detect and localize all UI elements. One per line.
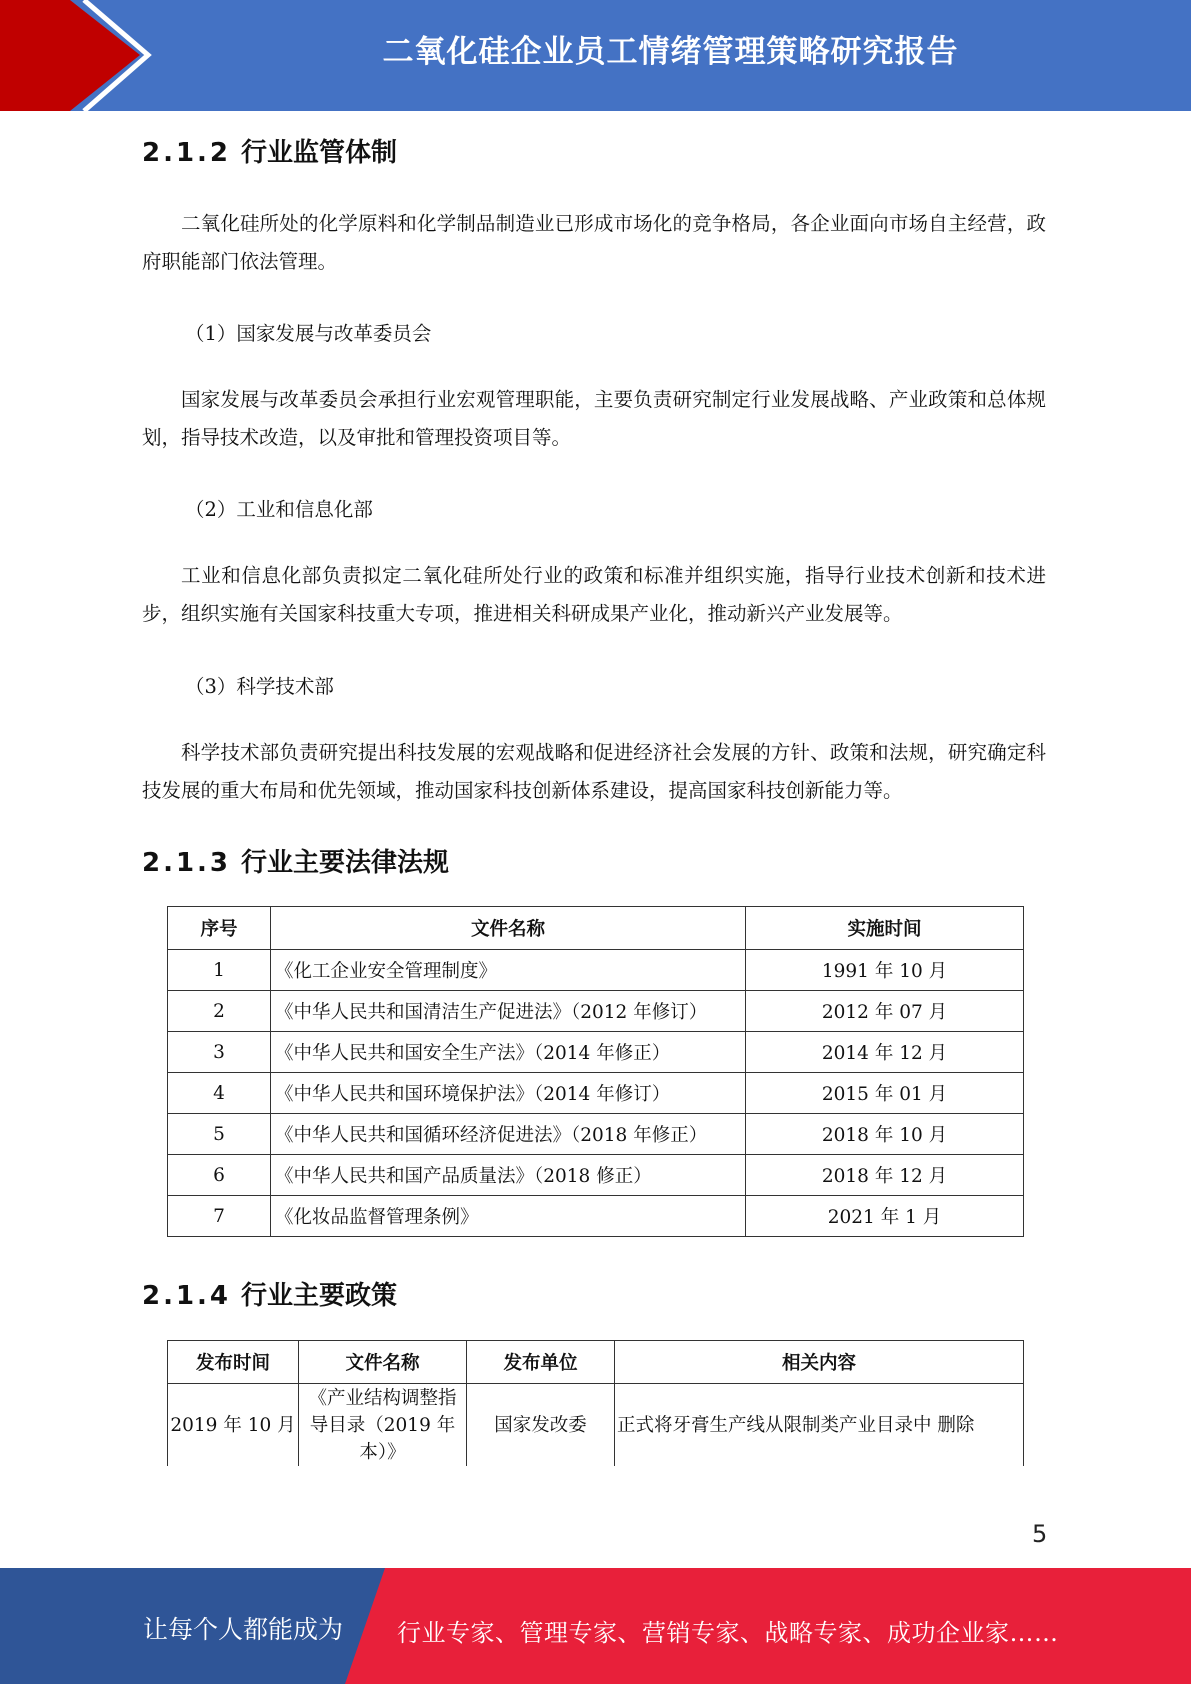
table-cell: 5	[168, 1114, 271, 1155]
table-row	[168, 1384, 1024, 1467]
table-cell: 2014 年 12 月	[746, 1032, 1024, 1073]
page-number: 5	[1032, 1520, 1048, 1548]
table-header-row	[168, 1341, 1024, 1384]
table-cell: 2012 年 07 月	[746, 991, 1024, 1032]
table-cell: 《中华人民共和国安全生产法》（2014 年修正）	[271, 1032, 746, 1073]
table-cell: 《中华人民共和国环境保护法》（2014 年修订）	[271, 1073, 746, 1114]
footer-slogan-left: 让每个人都能成为	[143, 1615, 344, 1644]
table-cell: 《化工企业安全管理制度》	[271, 950, 746, 991]
header-chevron-decoration	[0, 0, 160, 111]
laws-table	[167, 906, 1024, 1237]
table-row	[168, 1032, 1024, 1073]
table-row	[168, 1073, 1024, 1114]
section-title: 行业主要法律法规	[241, 848, 450, 878]
table-cell: 《中华人民共和国循环经济促进法》（2018 年修正）	[271, 1114, 746, 1155]
page-break-mask	[150, 1466, 1040, 1506]
column-header: 文件名称	[271, 907, 746, 950]
table-cell: 6	[168, 1155, 271, 1196]
table-cell: 2019 年 10 月	[168, 1384, 299, 1467]
table-row	[168, 1155, 1024, 1196]
policy-table	[167, 1340, 1024, 1467]
paragraph-ndrc: 国家发展与改革委员会承担行业宏观管理职能，主要负责研究制定行业发展战略、产业政策和总体规划，指导技术改造，以及审批和管理投资项目等。	[142, 388, 1046, 449]
table-row	[168, 991, 1024, 1032]
paragraph-intro: 二氧化硅所处的化学原料和化学制品制造业已形成市场化的竞争格局，各企业面向市场自主经营，政府职能部门依法管理。	[142, 212, 1046, 273]
footer-slogan-right: 行业专家、管理专家、营销专家、战略专家、成功企业家……	[397, 1619, 1059, 1647]
column-header: 实施时间	[746, 907, 1024, 950]
paragraph-most: 科学技术部负责研究提出科技发展的宏观战略和促进经济社会发展的方针、政策和法规，研究确定科技发展的重大布局和优先领域，推动国家科技创新体系建设，提高国家科技创新能力等。	[142, 741, 1046, 802]
table-row	[168, 950, 1024, 991]
table-cell: 3	[168, 1032, 271, 1073]
item-label-most: （3）科学技术部	[185, 675, 334, 698]
section-heading-2-1-4	[142, 1275, 397, 1312]
table-cell: 正式将牙膏生产线从限制类产业目录中 删除	[615, 1384, 1024, 1467]
column-header: 序号	[168, 907, 271, 950]
table-cell: 《化妆品监督管理条例》	[271, 1196, 746, 1237]
table-cell: 国家发改委	[467, 1384, 615, 1467]
section-heading-2-1-2	[142, 132, 397, 169]
column-header: 相关内容	[615, 1341, 1024, 1384]
page-footer	[0, 1568, 1191, 1684]
section-number: 2.1.4	[142, 1281, 232, 1311]
table-cell: 4	[168, 1073, 271, 1114]
table-cell: 《产业结构调整指导目录（2019 年本）》	[299, 1384, 467, 1467]
table-cell: 7	[168, 1196, 271, 1237]
table-row	[168, 1114, 1024, 1155]
paragraph-miit: 工业和信息化部负责拟定二氧化硅所处行业的政策和标准并组织实施，指导行业技术创新和技术进步，组织实施有关国家科技重大专项，推进相关科研成果产业化，推动新兴产业发展等。	[142, 564, 1046, 625]
table-cell: 2018 年 10 月	[746, 1114, 1024, 1155]
table-cell: 2018 年 12 月	[746, 1155, 1024, 1196]
table-header-row	[168, 907, 1024, 950]
table-cell: 1991 年 10 月	[746, 950, 1024, 991]
table-cell: 2021 年 1 月	[746, 1196, 1024, 1237]
section-heading-2-1-3	[142, 842, 449, 879]
table-cell: 《中华人民共和国产品质量法》（2018 修正）	[271, 1155, 746, 1196]
table-cell: 2015 年 01 月	[746, 1073, 1024, 1114]
item-label-ndrc: （1）国家发展与改革委员会	[185, 322, 432, 345]
column-header: 发布单位	[467, 1341, 615, 1384]
column-header: 文件名称	[299, 1341, 467, 1384]
report-title: 二氧化硅企业员工情绪管理策略研究报告	[382, 34, 959, 70]
section-title: 行业主要政策	[241, 1281, 398, 1311]
item-label-miit: （2）工业和信息化部	[185, 498, 373, 521]
section-title: 行业监管体制	[241, 138, 398, 168]
table-row	[168, 1196, 1024, 1237]
page-header	[0, 0, 1191, 111]
section-number: 2.1.3	[142, 848, 232, 878]
table-cell: 2	[168, 991, 271, 1032]
table-cell: 1	[168, 950, 271, 991]
column-header: 发布时间	[168, 1341, 299, 1384]
section-number: 2.1.2	[142, 138, 232, 168]
table-cell: 《中华人民共和国清洁生产促进法》（2012 年修订）	[271, 991, 746, 1032]
